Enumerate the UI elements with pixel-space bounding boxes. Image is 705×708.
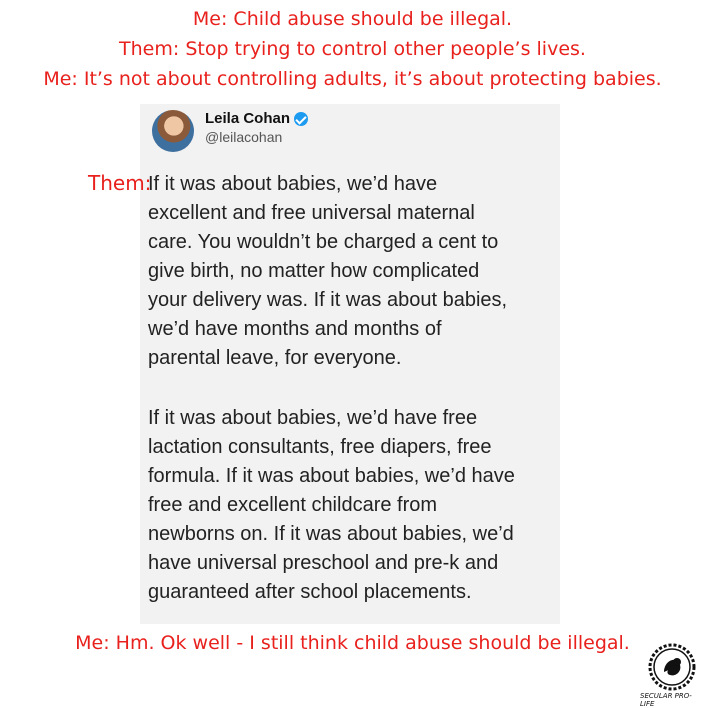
tweet-line: we’d have months and months of bbox=[148, 318, 442, 340]
verified-badge-icon bbox=[294, 112, 308, 126]
caption-bottom: Me: Hm. Ok well - I still think child abuse should be illegal. bbox=[75, 632, 630, 654]
tweet-line: lactation consultants, free diapers, free bbox=[148, 436, 492, 458]
tweet-line: If it was about babies, we’d have free bbox=[148, 407, 478, 429]
secular-pro-life-logo bbox=[646, 641, 698, 693]
logo-text: SECULAR PRO-LIFE bbox=[640, 692, 692, 708]
tweet-line: free and excellent childcare from bbox=[148, 494, 438, 516]
tweet-line: formula. If it was about babies, we’d have bbox=[148, 465, 515, 487]
tweet-paragraph-1 bbox=[148, 170, 568, 373]
tweet-line: your delivery was. If it was about babies, bbox=[148, 289, 508, 311]
caption-line-3: Me: It’s not about controlling adults, it’s about protecting babies. bbox=[43, 68, 662, 90]
tweet-paragraph-2 bbox=[148, 404, 568, 607]
tweet-line: have universal preschool and pre-k and bbox=[148, 552, 499, 574]
caption-line-2: Them: Stop trying to control other people’s lives. bbox=[119, 38, 586, 60]
tweet-line: guaranteed after school placements. bbox=[148, 581, 472, 603]
tweet-line: newborns on. If it was about babies, we’d bbox=[148, 523, 514, 545]
avatar bbox=[152, 110, 194, 152]
caption-line-1: Me: Child abuse should be illegal. bbox=[192, 8, 513, 30]
tweet-line: give birth, no matter how complicated bbox=[148, 260, 480, 282]
them-label: Them: bbox=[88, 171, 152, 195]
tweet-line: care. You wouldn’t be charged a cent to bbox=[148, 231, 499, 253]
tweet-line: parental leave, for everyone. bbox=[148, 347, 402, 369]
tweet-line: If it was about babies, we’d have bbox=[148, 173, 438, 195]
tweet-line: excellent and free universal maternal bbox=[148, 202, 475, 224]
author-name: Leila Cohan bbox=[205, 110, 291, 127]
author-handle: @leilacohan bbox=[205, 129, 283, 145]
